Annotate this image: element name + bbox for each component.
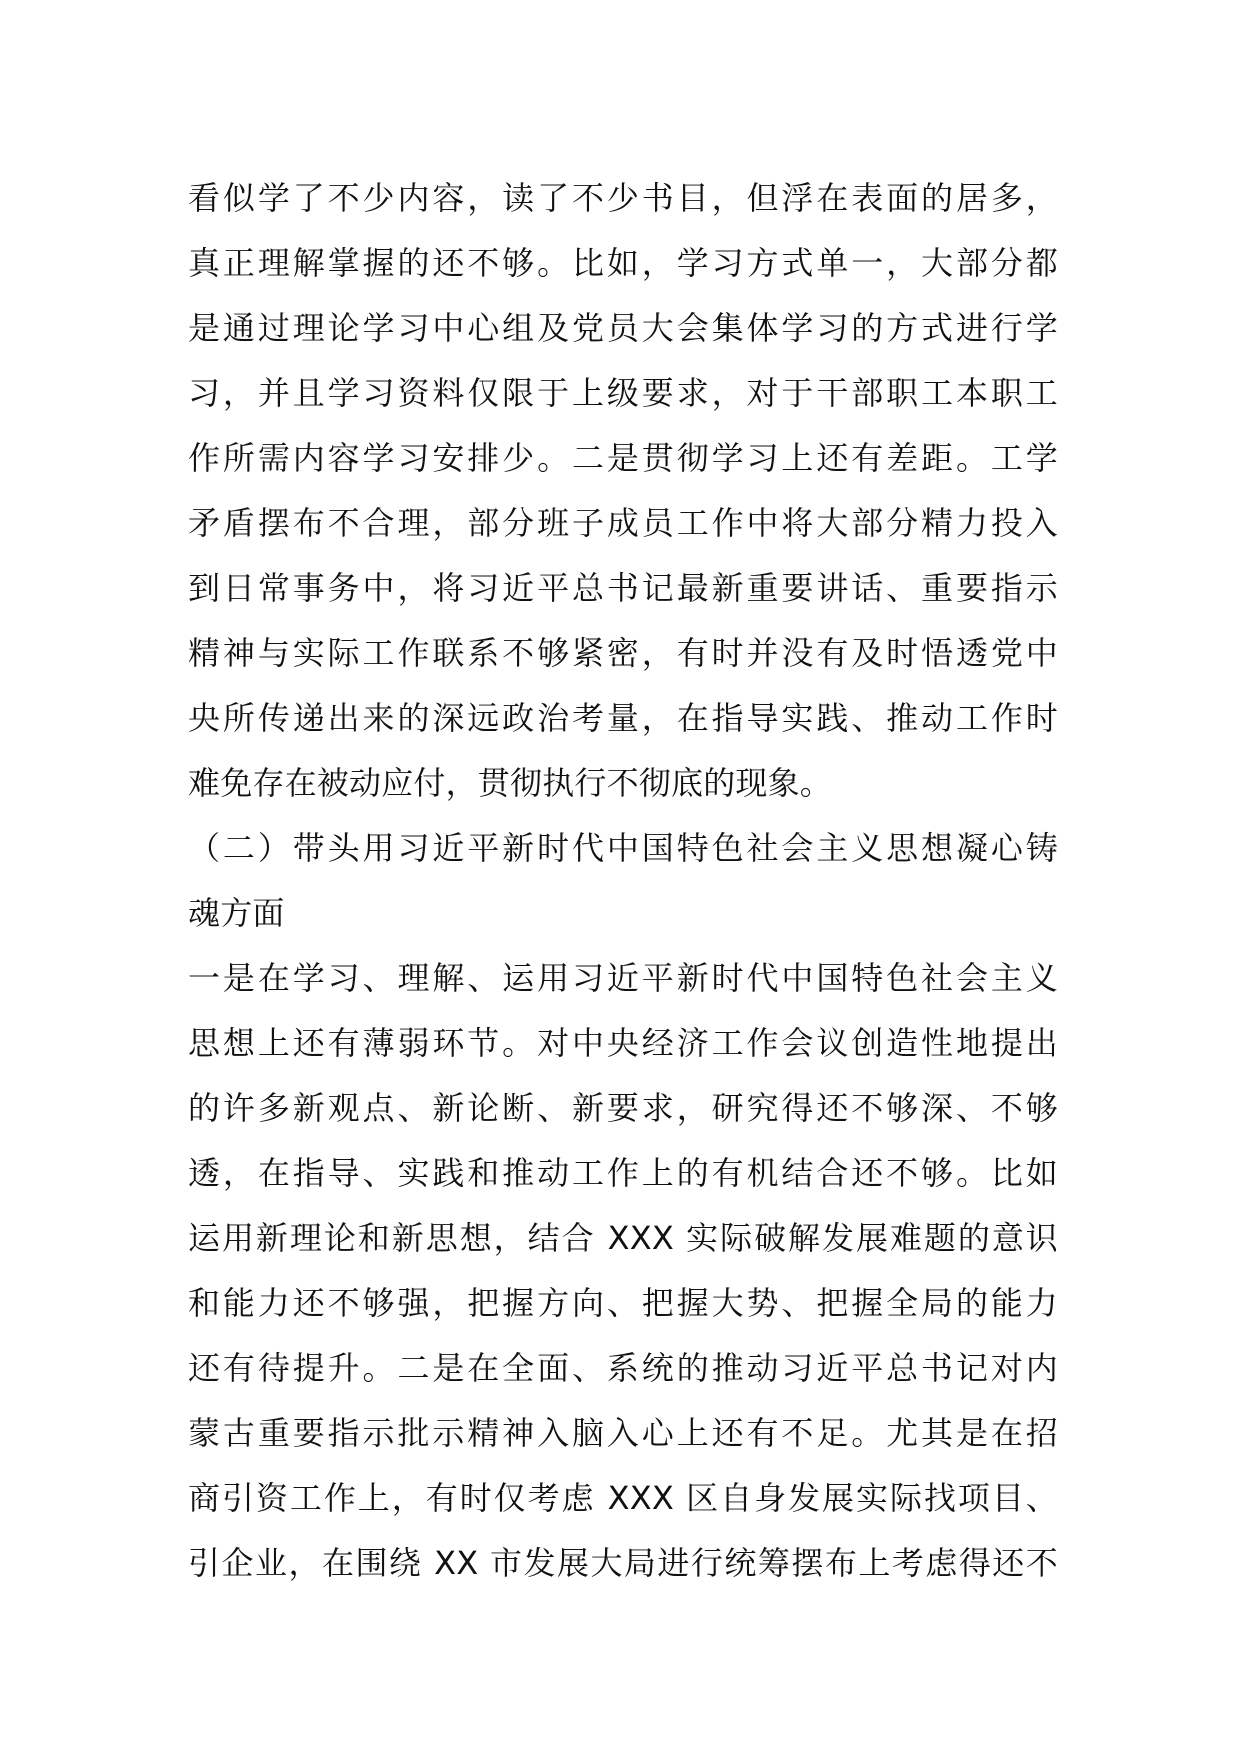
text-line: 矛盾摆布不合理，部分班子成员工作中将大部分精力投入 bbox=[188, 504, 1058, 542]
text-line: 精神与实际工作联系不够紧密，有时并没有及时悟透党中 bbox=[188, 634, 1058, 672]
text-line: 一是在学习、理解、运用习近平新时代中国特色社会主义 bbox=[188, 959, 1058, 997]
text-line: 作所需内容学习安排少。二是贯彻学习上还有差距。工学 bbox=[188, 439, 1058, 477]
text-line: 思想上还有薄弱环节。对中央经济工作会议创造性地提出 bbox=[188, 1024, 1058, 1062]
text-line: 习，并且学习资料仅限于上级要求，对于干部职工本职工 bbox=[188, 374, 1058, 412]
text-line: 商引资工作上，有时仅考虑 XXX 区自身发展实际找项目、 bbox=[188, 1479, 1058, 1517]
text-line: 看似学了不少内容，读了不少书目，但浮在表面的居多， bbox=[188, 179, 1058, 217]
paragraph-thought-application bbox=[188, 946, 1058, 1596]
text-line: 蒙古重要指示批示精神入脑入心上还有不足。尤其是在招 bbox=[188, 1414, 1058, 1452]
document-body bbox=[188, 166, 1058, 1596]
text-line: 引企业，在围绕 XX 市发展大局进行统筹摆布上考虑得还不 bbox=[188, 1544, 1058, 1582]
text-line: 到日常事务中，将习近平总书记最新重要讲话、重要指示 bbox=[188, 569, 1058, 607]
text-line: 和能力还不够强，把握方向、把握大势、把握全局的能力 bbox=[188, 1284, 1058, 1322]
text-line: 央所传递出来的深远政治考量，在指导实践、推动工作时 bbox=[188, 699, 1058, 737]
paragraph-study-shortcomings bbox=[188, 166, 1058, 816]
section-heading bbox=[188, 816, 1058, 946]
text-line: 透，在指导、实践和推动工作上的有机结合还不够。比如 bbox=[188, 1154, 1058, 1192]
heading-line: 魂方面 bbox=[188, 894, 285, 932]
text-line: 运用新理论和新思想，结合 XXX 实际破解发展难题的意识 bbox=[188, 1219, 1058, 1257]
heading-line: （二）带头用习近平新时代中国特色社会主义思想凝心铸 bbox=[188, 829, 1058, 867]
text-line: 的许多新观点、新论断、新要求，研究得还不够深、不够 bbox=[188, 1089, 1058, 1127]
text-line: 还有待提升。二是在全面、系统的推动习近平总书记对内 bbox=[188, 1349, 1058, 1387]
text-line: 是通过理论学习中心组及党员大会集体学习的方式进行学 bbox=[188, 309, 1058, 347]
text-line: 难免存在被动应付，贯彻执行不彻底的现象。 bbox=[188, 764, 833, 802]
text-line: 真正理解掌握的还不够。比如，学习方式单一，大部分都 bbox=[188, 244, 1058, 282]
